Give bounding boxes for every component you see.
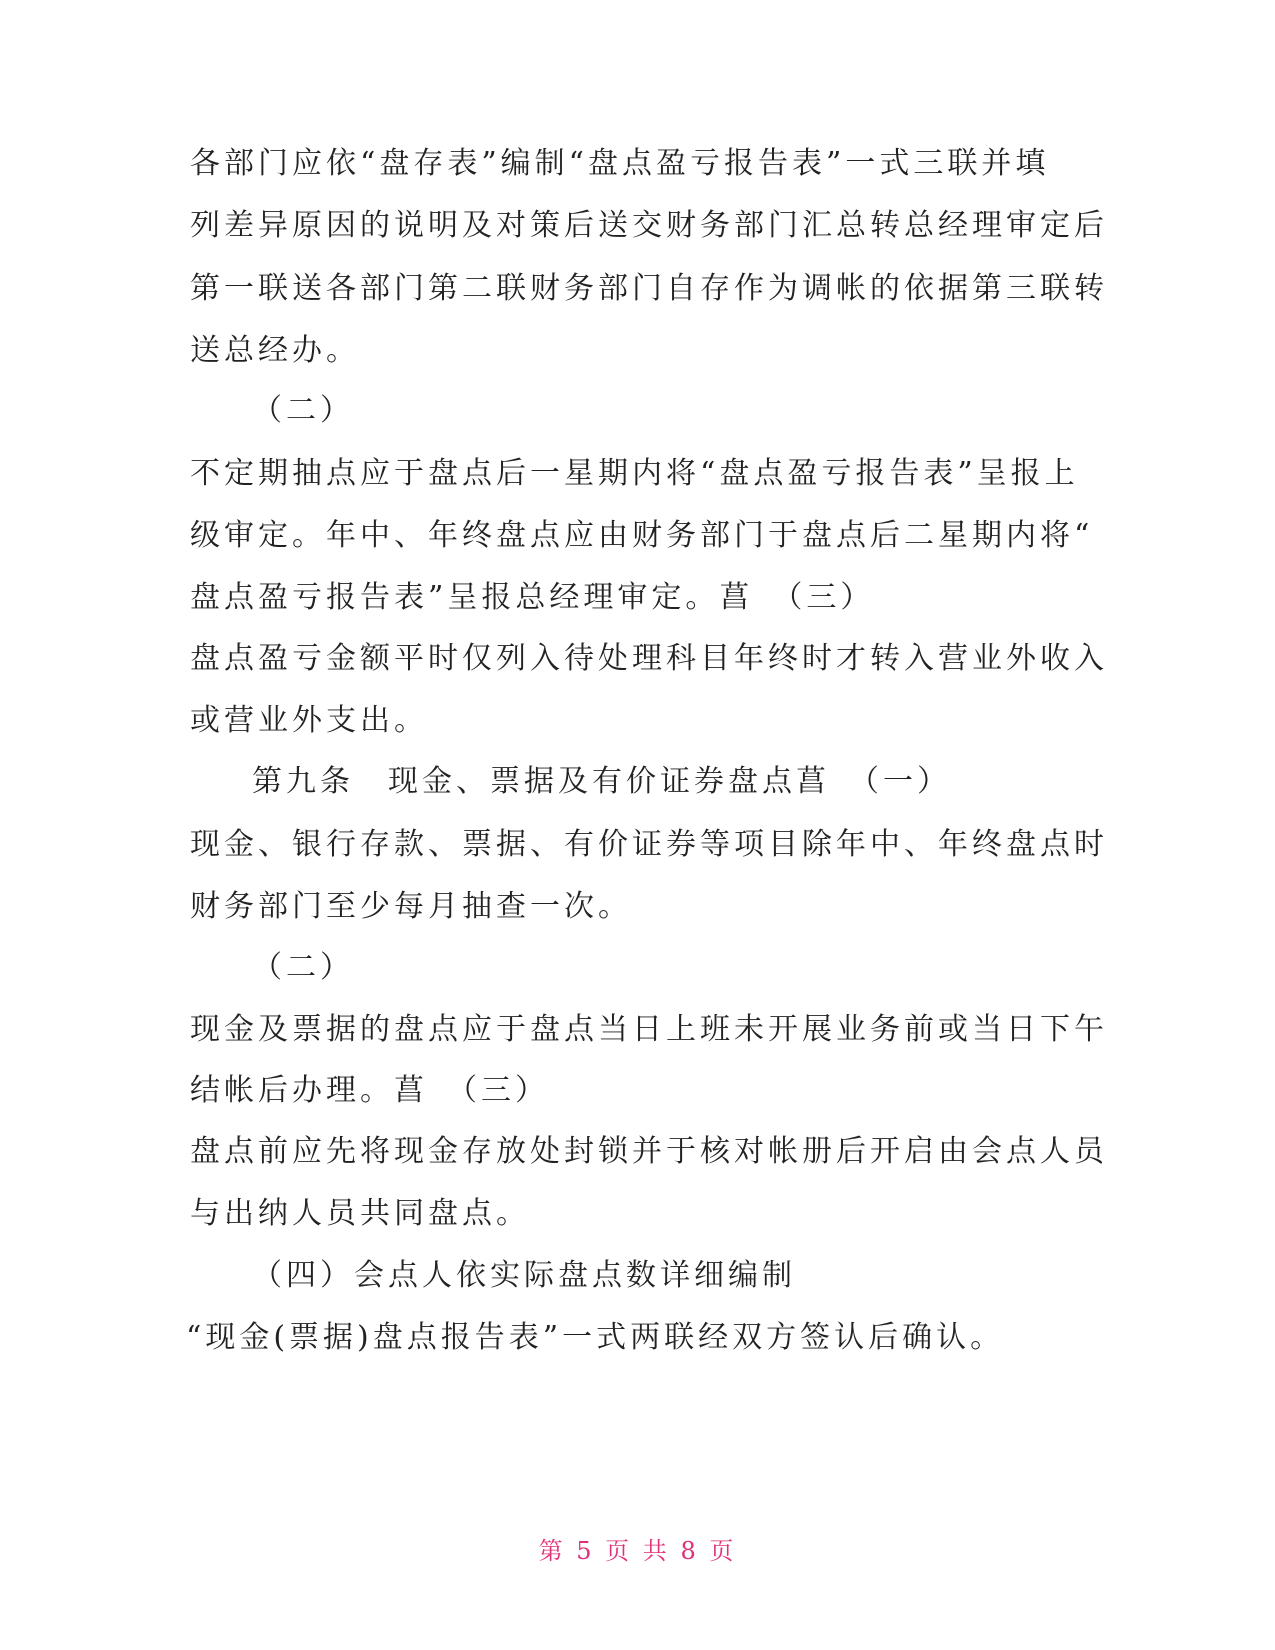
section-marker: （二） (252, 950, 354, 985)
body-text-line: 盘点前应先将现金存放处封锁并于核对帐册后开启由会点人员 (190, 1134, 1108, 1169)
body-text-line: 送总经办。 (190, 333, 360, 368)
section-marker: （二） (252, 393, 354, 428)
body-text-line: 或营业外支出。 (190, 703, 428, 738)
body-text-line: 财务部门至少每月抽查一次。 (190, 889, 632, 924)
body-text-line: 盘点盈亏金额平时仅列入待处理科目年终时才转入营业外收入 (190, 641, 1108, 676)
article-heading: 第九条 现金、票据及有价证券盘点菖 （一） (252, 764, 951, 799)
body-text-line: “现金(票据)盘点报告表”一式两联经双方签认后确认。 (186, 1320, 1005, 1355)
body-text-line: 盘点盈亏报告表”呈报总经理审定。菖 （三） (190, 580, 875, 615)
body-text-line: 结帐后办理。菖 （三） (190, 1073, 549, 1108)
body-text-line: （四）会点人依实际盘点数详细编制 (252, 1258, 796, 1293)
body-text-line: 第一联送各部门第二联财务部门自存作为调帐的依据第三联转 (190, 271, 1108, 306)
body-text-line: 不定期抽点应于盘点后一星期内将“盘点盈亏报告表”呈报上 (190, 456, 1079, 491)
body-text-line: 现金、银行存款、票据、有价证券等项目除年中、年终盘点时 (190, 827, 1108, 862)
body-text-line: 与出纳人员共同盘点。 (190, 1196, 530, 1231)
page-number-footer: 第 5 页 共 8 页 (538, 1537, 737, 1565)
body-text-line: 级审定。年中、年终盘点应由财务部门于盘点后二星期内将“ (190, 518, 1094, 553)
body-text-line: 各部门应依“盘存表”编制“盘点盈亏报告表”一式三联并填 (190, 146, 1050, 181)
body-text-line: 列差异原因的说明及对策后送交财务部门汇总转总经理审定后 (190, 208, 1108, 243)
body-text-line: 现金及票据的盘点应于盘点当日上班未开展业务前或当日下午 (190, 1012, 1108, 1047)
